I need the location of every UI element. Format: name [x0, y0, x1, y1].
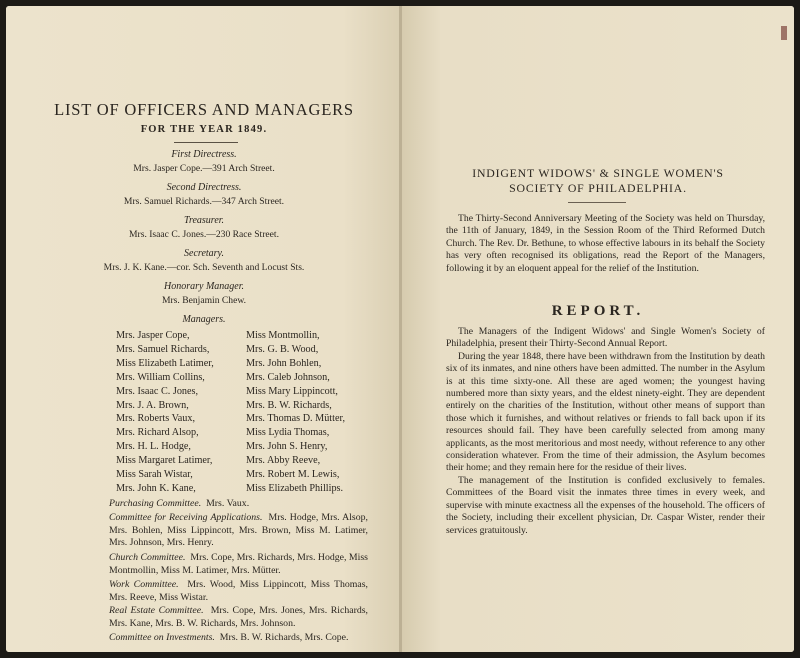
report-body: [446, 326, 765, 537]
manager-name: Miss Mary Lippincott,: [246, 385, 338, 397]
committee-work: [109, 579, 368, 604]
left-page: [6, 6, 402, 652]
committee-members: Mrs. Cope, Mrs. Jones, Mrs. Richards, Mrs. Kane, Mrs. B. W. Richards, Mrs. Johnson.: [109, 605, 369, 629]
title-rule: [568, 202, 626, 203]
manager-name: Mrs. G. B. Wood,: [246, 343, 319, 355]
manager-name: Mrs. Caleb Johnson,: [246, 371, 330, 383]
manager-name: Mrs. Abby Reeve,: [246, 455, 321, 467]
manager-name: Mrs. William Collins,: [116, 371, 205, 383]
manager-name: Mrs. J. A. Brown,: [116, 399, 189, 411]
officer-role: Honorary Manager.: [164, 281, 244, 292]
manager-name: Mrs. Roberts Vaux,: [116, 413, 196, 425]
society-title-line-2: SOCIETY OF PHILADELPHIA.: [509, 181, 687, 195]
officer-name: Mrs. J. K. Kane.—cor. Sch. Seventh and Locust Sts.: [103, 262, 305, 273]
manager-name: Miss Elizabeth Phillips.: [246, 482, 344, 494]
anniversary-intro: [446, 213, 765, 275]
manager-name: Mrs. B. W. Richards,: [246, 399, 332, 411]
committee-label: Church Committee.: [109, 552, 186, 563]
page-edge-mark: [781, 26, 787, 40]
officer-role: First Directress.: [171, 149, 237, 160]
committee-members: Mrs. B. W. Richards, Mrs. Cope.: [219, 632, 349, 643]
officer-role: Secretary.: [184, 248, 224, 259]
committee-label: Committee for Receiving Applications.: [109, 512, 263, 523]
officer-name: Mrs. Samuel Richards.—347 Arch Street.: [123, 196, 285, 207]
managers-heading: Managers.: [182, 314, 226, 325]
officer-name: Mrs. Jasper Cope.—391 Arch Street.: [133, 163, 275, 174]
committee-label: Purchasing Committee.: [109, 498, 202, 509]
committee-members: Mrs. Wood, Miss Lippincott, Miss Thomas, Mrs. Reeve, Miss Wistar.: [109, 579, 368, 603]
committee-label: Work Committee.: [109, 579, 179, 590]
manager-name: Mrs. Richard Alsop,: [116, 427, 199, 439]
manager-name: Mrs. Jasper Cope,: [116, 330, 190, 341]
book-spread: [6, 6, 794, 652]
committee-church: [109, 552, 368, 577]
report-paragraph: The management of the Institution is confided exclusively to females. Committees of the Board visit the inmates three times in every week, and supervise with minute exactness all the expenses of the household. The officers of the Society, including their excellent physician, Dr. Caspar Wister, render their services gratuitously.: [446, 474, 765, 536]
committee-real-estate: [109, 605, 368, 630]
officer-name: Mrs. Benjamin Chew.: [161, 295, 247, 306]
report-paragraph: During the year 1848, there have been withdrawn from the Institution by death six of its inmates, and nine others have been admitted. The number in the Asylum is at this time sixty-one. All these are aged women; the youngest having numbered more than sixty years, and the eldest ninety-eight. They are dependent entirely on the charities of the Institution, without other means of support than those which it furnishes, and without relatives or friends to fall back upon if its resources should fail. They have been carefully selected from among many applicants, as the most meritorious and most needy, without reference to any other consideration whatever. From the time of their admission, the Asylum becomes their home; and they remain here for the residue of their lives.: [446, 350, 765, 474]
manager-name: Miss Elizabeth Latimer,: [116, 357, 214, 369]
manager-name: Miss Sarah Wistar,: [116, 469, 193, 481]
society-title-line-1: INDIGENT WIDOWS' & SINGLE WOMEN'S: [472, 166, 724, 180]
officers-year: FOR THE YEAR 1849.: [140, 124, 268, 135]
manager-name: Mrs. H. L. Hodge,: [116, 441, 191, 453]
manager-name: Mrs. John S. Henry,: [246, 441, 328, 453]
manager-name: Mrs. Isaac C. Jones,: [116, 385, 199, 397]
committee-purchasing: [109, 498, 368, 511]
committee-members: Mrs. Vaux.: [206, 498, 250, 509]
manager-name: Mrs. John Bohlen,: [246, 357, 322, 369]
manager-name: Mrs. Samuel Richards,: [116, 343, 210, 355]
committee-members: Mrs. Hodge, Mrs. Alsop, Mrs. Bohlen, Miss Lippincott, Mrs. Brown, Miss M. Latimer, Mrs. Johnson, Mrs. Henry.: [109, 512, 368, 549]
manager-name: Mrs. Robert M. Lewis,: [246, 469, 340, 481]
manager-name: Miss Margaret Latimer,: [116, 455, 213, 467]
report-heading: REPORT.: [551, 303, 645, 319]
intro-paragraph: The Thirty-Second Anniversary Meeting of the Society was held on Thursday, the 11th of January, 1849, in the Session Room of the Third Reformed Dutch Church. The Rev. Dr. Bethune, to whose effective labours in its behalf the Society has very often recognised its obligations, read the Report of the Managers, following it by an eloquent appeal for the relief of the Institution.: [446, 213, 765, 274]
right-page: [402, 6, 794, 652]
committee-applications: [109, 512, 368, 550]
manager-name: Miss Lydia Thomas,: [246, 427, 330, 439]
manager-name: Miss Montmollin,: [246, 330, 320, 341]
manager-name: Mrs. John K. Kane,: [116, 482, 196, 494]
committee-investments: [109, 632, 368, 645]
report-paragraph: The Managers of the Indigent Widows' and Single Women's Society of Philadelphia, present their Thirty-Second Annual Report.: [446, 326, 765, 350]
managers-column-2: [246, 329, 345, 496]
officer-role: Treasurer.: [183, 215, 225, 226]
officer-name: Mrs. Isaac C. Jones.—230 Race Street.: [128, 229, 279, 240]
officer-role: Second Directress.: [166, 182, 242, 193]
title-rule: [174, 142, 238, 143]
officers-title: LIST OF OFFICERS AND MANAGERS: [54, 100, 354, 119]
committee-label: Committee on Investments.: [109, 632, 215, 643]
committee-label: Real Estate Committee.: [109, 605, 204, 616]
managers-column-1: [116, 329, 214, 496]
committee-members: Mrs. Cope, Mrs. Richards, Mrs. Hodge, Miss Montmollin, Miss M. Latimer, Mrs. Mütter.: [109, 552, 368, 576]
manager-name: Mrs. Thomas D. Mütter,: [246, 413, 346, 425]
